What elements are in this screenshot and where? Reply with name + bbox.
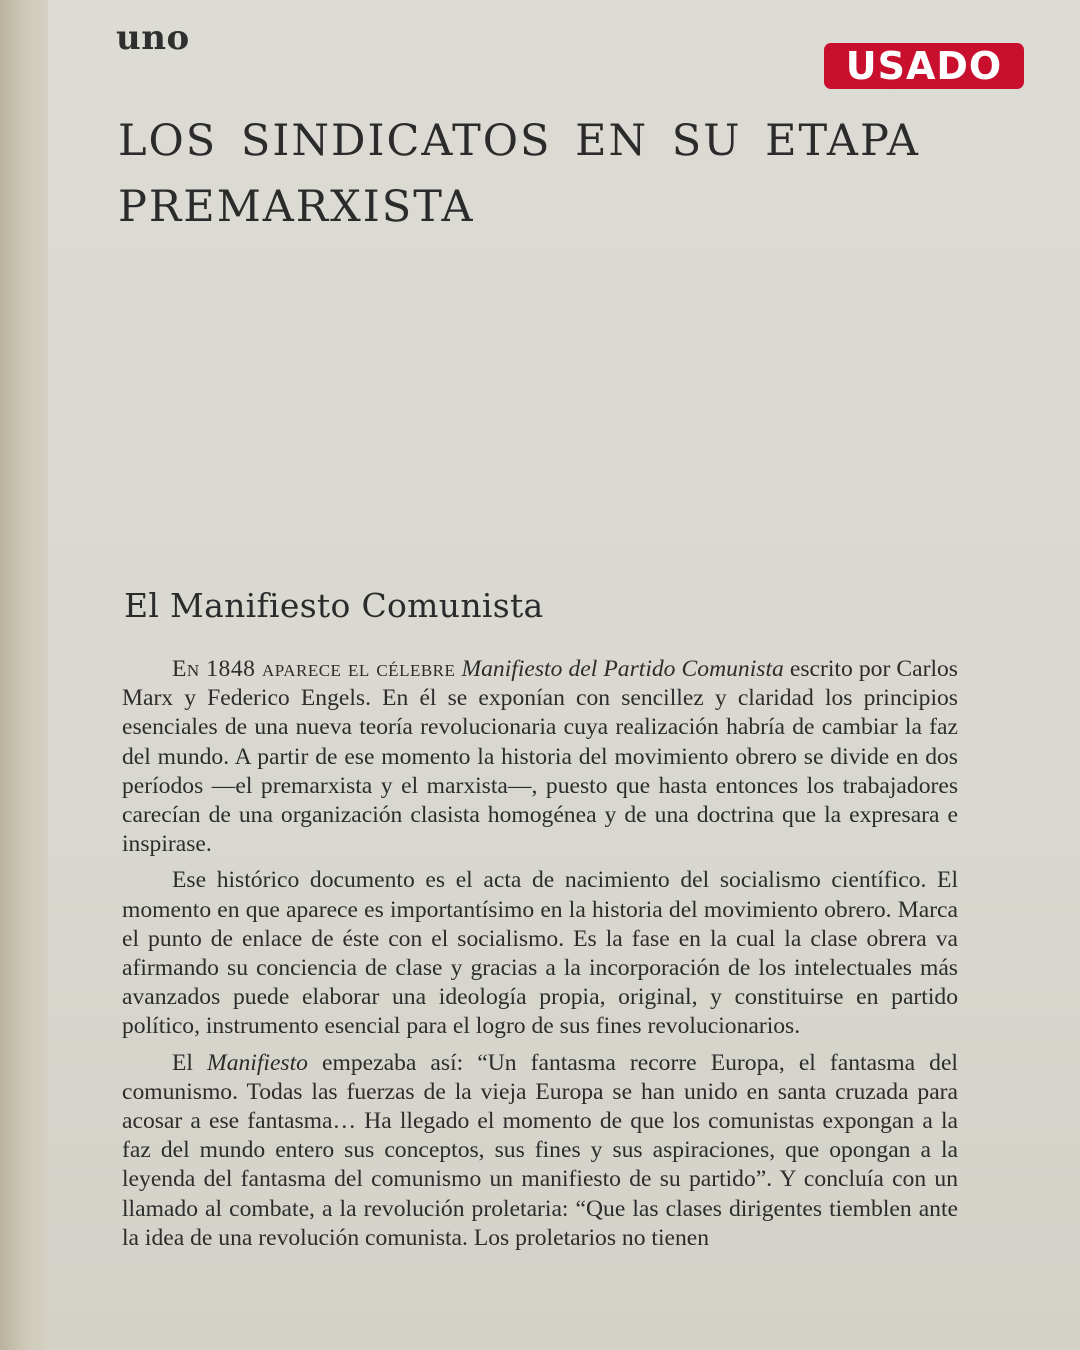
chapter-title-line-2: PREMARXISTA xyxy=(118,182,475,232)
paragraph-1 xyxy=(122,655,958,859)
paragraph-1-text: escrito por Carlos Marx y Federico Engels. En él se exponían con sencillez y claridad los principios esenciales de una nueva teoría revolucionaria cuya realización habría de cambiar la faz del mundo. A partir de ese momento la historia del movimiento obrero se divide en dos períodos —el premarxista y el marxista—, puesto que hasta entonces los trabajadores carecían de una organización clasista homogénea y de una doctrina que la expresara e inspirase. xyxy=(122,656,958,858)
paragraph-1-lead: En 1848 aparece el célebre xyxy=(172,656,456,682)
paragraph-3-work-title: Manifiesto xyxy=(207,1049,308,1076)
condition-badge: USADO xyxy=(824,43,1024,89)
paragraph-3-lead: El xyxy=(172,1049,193,1076)
paragraph-3-text: empezaba así: “Un fantasma recorre Europa, el fantasma del comunismo. Todas las fuerzas de la vieja Europa se han unido en santa cruzada para acosar a ese fantasma… Ha llegado el momento de que los comunistas expongan a la faz del mundo entero sus conceptos, sus fines y sus aspiraciones, que opongan a la leyenda del fantasma del comunismo un manifiesto de su partido”. Y concluía con un llamado al combate, a la revolución proletaria: “Que las clases dirigentes tiemblen ante la idea de una revolución comunista. Los proletarios no tienen xyxy=(122,1049,958,1251)
section-heading: El Manifiesto Comunista xyxy=(124,586,544,625)
chapter-number-label: uno xyxy=(116,18,190,58)
paragraph-3 xyxy=(122,1049,958,1253)
chapter-title xyxy=(118,108,958,240)
paragraph-2: Ese histórico documento es el acta de nacimiento del socialismo científico. El momento en que aparece es importantísimo en la historia del movimiento obrero. Marca el punto de enlace de éste con el socialismo. Es la fase en la cual la clase obrera va afirmando su conciencia de clase y gracias a la incorporación de los intelectuales más avanzados puede elaborar una ideología propia, original, y constituirse en partido político, instrumento esencial para el logro de sus fines revolucionarios. xyxy=(122,867,958,1040)
paragraph-1-work-title: Manifiesto del Partido Comunista xyxy=(461,656,784,682)
chapter-title-line-1: LOS SINDICATOS EN SU ETAPA xyxy=(118,116,920,166)
body-text xyxy=(122,655,958,1260)
